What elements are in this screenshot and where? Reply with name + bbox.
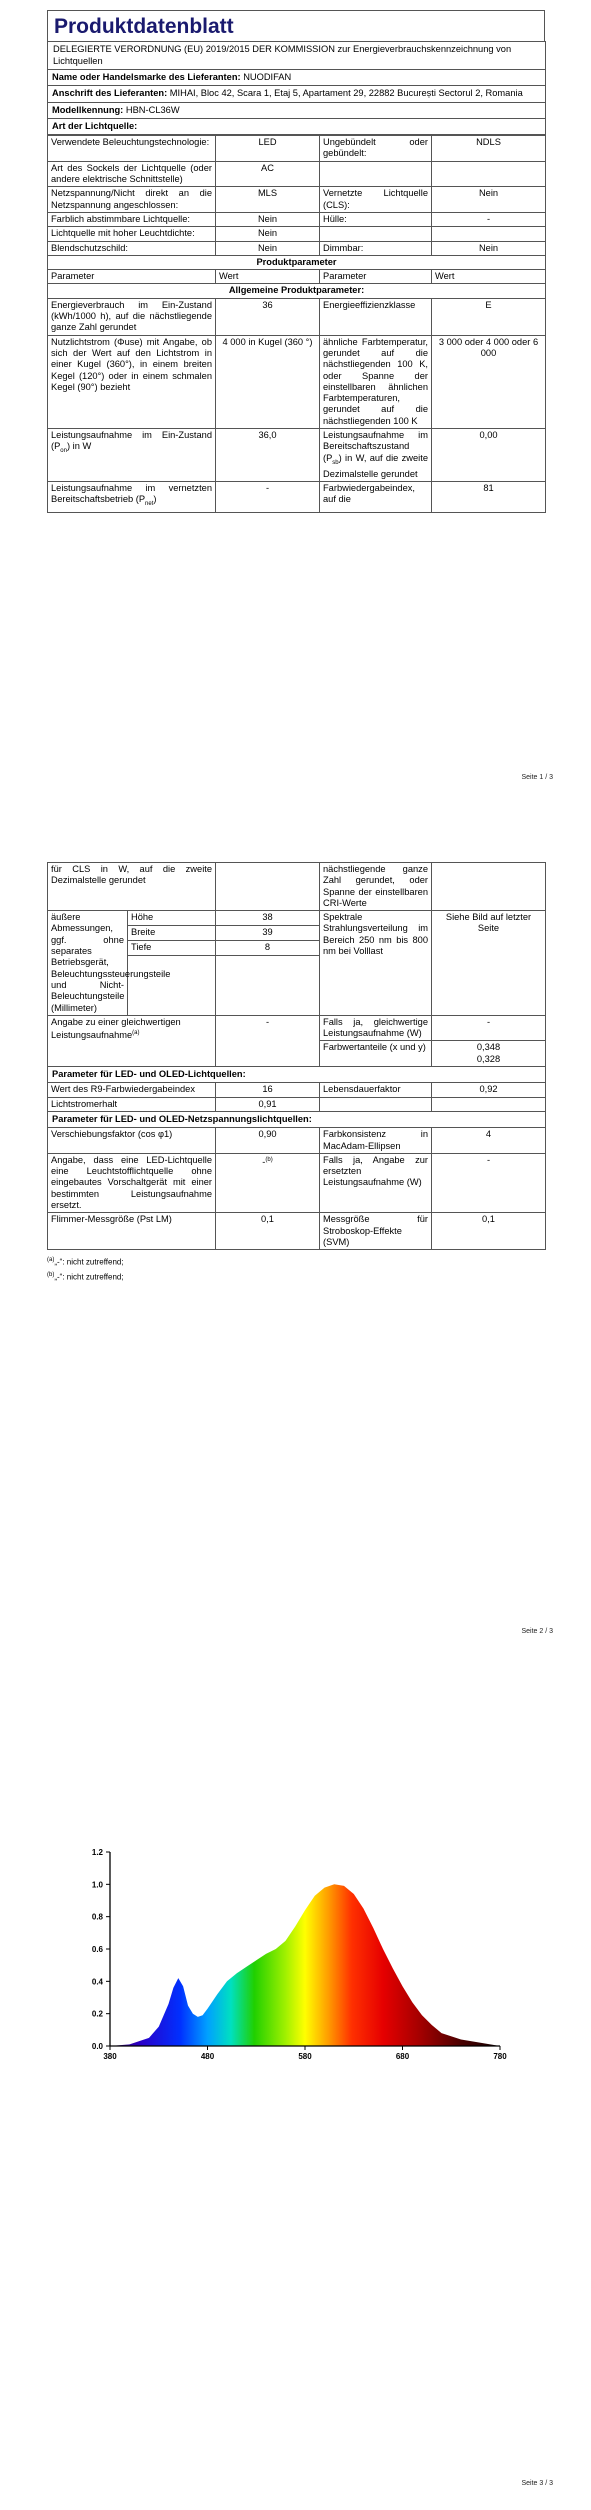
footnotes — [47, 1254, 545, 1283]
retrofit-claim-value: -$^{(b)}$ — [216, 1153, 320, 1212]
flicker-value: 0,1 — [216, 1213, 320, 1250]
page-title: Produktdatenblatt — [47, 10, 545, 41]
envelope-label: Hülle: — [320, 212, 432, 226]
equivalent-power-claim-label: Angabe zu einer gleichwertigen Leistungsaufnahme$^{(a)}$ — [48, 1015, 216, 1066]
r9-label: Wert des R9-Farbwiedergabeindex — [48, 1083, 216, 1097]
column-header-parameter-2: Parameter — [320, 270, 432, 284]
networked-standby-label-continued: für CLS in W, auf die zweite Dezimalstelle gerundet — [48, 863, 216, 911]
networked-standby-value: - — [216, 482, 320, 512]
energy-class-label: Energieeffizienzklasse — [320, 298, 432, 335]
equivalent-power-value: - — [432, 1015, 546, 1041]
model-row — [48, 102, 546, 118]
datasheet-part-2 — [47, 862, 545, 1284]
light-source-table — [47, 135, 546, 512]
unbundled-label: Ungebündelt oder gebündelt: — [320, 136, 432, 162]
cct-label: ähnliche Farbtemperatur, gerundet auf die nächstliegenden 100 K, oder Spanne der einstellbaren ähnlichen Farbtemperaturen, gerundet auf die nächstliegenden 100 K — [320, 335, 432, 428]
stroboscopic-value: 0,1 — [432, 1213, 546, 1250]
supplier-name: NUODIFAN — [243, 72, 292, 82]
cri-value: 81 — [432, 482, 546, 512]
connected-label: Vernetzte Lichtquelle (CLS): — [320, 187, 432, 213]
dimmable-label: Dimmbar: — [320, 241, 432, 255]
glare-value: Nein — [216, 241, 320, 255]
y-tick-label: 1.2 — [91, 1848, 103, 1857]
energy-value: 36 — [216, 298, 320, 335]
x-tick-label: 380 — [103, 2052, 117, 2061]
tech-value: LED — [216, 136, 320, 162]
flicker-label: Flimmer-Messgröße (Pst LM) — [48, 1213, 216, 1250]
flux-label: Nutzlichtstrom (Φuse) mit Angabe, ob sich der Wert auf den Lichtstrom in einer Kugel (360°), in einem breiten Kegel (120°) oder in einem schmalen Kegel (90°) bezieht — [48, 335, 216, 428]
y-tick-label: 0.8 — [91, 1912, 103, 1922]
chromaticity-value — [432, 1041, 546, 1067]
column-header-parameter: Parameter — [48, 270, 216, 284]
macadam-value: 4 — [432, 1128, 546, 1154]
power-on-value: 36,0 — [216, 429, 320, 482]
networked-standby-label: Leistungsaufnahme im vernetzten Bereitschaftsbetrieb $(P_{net})$ — [48, 482, 216, 512]
chromaticity-x: 0,348 — [476, 1042, 501, 1053]
footnote-a: $^{(a)}$„-“: nicht zutreffend; — [47, 1257, 124, 1267]
spectral-distribution-label: Spektrale Strahlungsverteilung im Bereich 250 nm bis 800 nm bei Volllast — [320, 911, 432, 1016]
model-label: Modellkennung: — [52, 104, 124, 115]
header-table — [47, 41, 546, 135]
led-parameters-heading: Parameter für LED- und OLED-Lichtquellen: — [48, 1067, 546, 1083]
supplier-name-row — [48, 70, 546, 86]
survival-factor-label: Lebensdauerfaktor — [320, 1083, 432, 1097]
product-parameters-heading: Produktparameter — [48, 255, 546, 269]
column-header-value-2: Wert — [432, 270, 546, 284]
spectrum-area — [110, 1884, 500, 2046]
depth-value: 8 — [216, 940, 320, 955]
standby-power-value: 0,00 — [432, 429, 546, 482]
supplier-address-row — [48, 86, 546, 102]
x-tick-label: 680 — [395, 2052, 410, 2061]
light-type-label: Art der Lichtquelle: — [48, 118, 546, 134]
page-number-3: Seite 3 / 3 — [521, 2480, 553, 2487]
supplier-name-label: Name oder Handelsmarke des Lieferanten: — [52, 72, 241, 82]
displacement-factor-value: 0,90 — [216, 1128, 320, 1154]
chromaticity-label: Farbwertanteile (x und y) — [320, 1041, 432, 1067]
footnote-b: $^{(b)}$„-“: nicht zutreffend; — [47, 1271, 124, 1282]
supplier-address: MIHAI, Bloc 42, Scara 1, Etaj 5, Apartament 29, 22882 București Sectorul 2, Romania — [169, 88, 523, 99]
r9-value: 16 — [216, 1083, 320, 1097]
lumen-maintenance-value: 0,91 — [216, 1097, 320, 1111]
page-2 — [0, 836, 591, 1656]
y-tick-label: 0.0 — [91, 2042, 103, 2051]
y-tick-label: 0.4 — [91, 1977, 103, 1987]
tunable-value: Nein — [216, 212, 320, 226]
spectrum-svg — [70, 1840, 520, 2070]
mains-label: Netzspannung/Nicht direkt an die Netzspannung angeschlossen: — [48, 187, 216, 213]
regulation-text: DELEGIERTE VERORDNUNG (EU) 2019/2015 DER KOMMISSION zur Energieverbrauchskennzeichnung von Lichtquellen — [48, 42, 546, 70]
macadam-label: Farbkonsistenz in MacAdam-Ellipsen — [320, 1128, 432, 1154]
page-1 — [0, 0, 591, 800]
mains-value: MLS — [216, 187, 320, 213]
page-number-1: Seite 1 / 3 — [521, 774, 553, 781]
width-label: Breite — [128, 926, 216, 941]
spectral-distribution-chart — [70, 1840, 520, 2070]
x-tick-label: 480 — [200, 2052, 215, 2061]
equivalent-power-claim-value: - — [216, 1015, 320, 1066]
energy-class-value: E — [432, 298, 546, 335]
envelope-value: - — [432, 212, 546, 226]
spectral-distribution-value: Siehe Bild auf letzter Seite — [432, 911, 546, 1016]
y-tick-label: 0.6 — [91, 1945, 103, 1954]
socket-label: Art des Sockels der Lichtquelle (oder andere elektrische Schnittstelle) — [48, 161, 216, 187]
depth-label: Tiefe — [128, 940, 216, 955]
y-tick-label: 0.2 — [91, 2009, 103, 2019]
socket-value: AC — [216, 161, 320, 187]
tech-label: Verwendete Beleuchtungstechnologie: — [48, 136, 216, 162]
height-value: 38 — [216, 911, 320, 926]
standby-power-label: Leistungsaufnahme im Bereitschaftszustand $(P_{sb})$ in W, auf die zweite Dezimalstelle gerundet — [320, 429, 432, 482]
stroboscopic-label: Messgröße für Stroboskop-Effekte (SVM) — [320, 1213, 432, 1250]
glare-label: Blendschutzschild: — [48, 241, 216, 255]
high-luminance-value: Nein — [216, 227, 320, 241]
flux-value: 4 000 in Kugel (360 °) — [216, 335, 320, 428]
cri-label: Farbwiedergabeindex, auf die — [320, 482, 432, 512]
lumen-maintenance-label: Lichtstromerhalt — [48, 1097, 216, 1111]
retrofit-claim-label: Angabe, dass eine LED-Lichtquelle eine Leuchtstofflichtquelle ohne eingebautes Vorschaltgerät mit einer bestimmten Leistungsaufnahme ersetzt. — [48, 1153, 216, 1212]
mains-led-parameters-heading: Parameter für LED- und OLED-Netzspannungslichtquellen: — [48, 1111, 546, 1127]
width-value: 39 — [216, 926, 320, 941]
datasheet-part-1 — [47, 10, 545, 513]
chromaticity-y: 0,328 — [476, 1053, 501, 1064]
connected-value: Nein — [432, 187, 546, 213]
x-tick-label: 780 — [493, 2052, 507, 2061]
replaced-power-value: - — [432, 1153, 546, 1212]
parameters-table-continued — [47, 862, 546, 1250]
model-id: HBN-CL36W — [125, 104, 180, 115]
cri-label-continued: nächstliegende ganze Zahl gerundet, oder Spanne der einstellbaren CRI-Werte — [320, 863, 432, 911]
general-parameters-heading: Allgemeine Produktparameter: — [48, 284, 546, 298]
displacement-factor-label: Verschiebungsfaktor (cos φ1) — [48, 1128, 216, 1154]
column-header-value: Wert — [216, 270, 320, 284]
x-tick-label: 580 — [298, 2052, 312, 2061]
survival-factor-value: 0,92 — [432, 1083, 546, 1097]
page-3 — [0, 1672, 591, 2510]
replaced-power-label: Falls ja, Angabe zur ersetzten Leistungsaufnahme (W) — [320, 1153, 432, 1212]
tunable-label: Farblich abstimmbare Lichtquelle: — [48, 212, 216, 226]
supplier-address-label: Anschrift des Lieferanten: — [52, 88, 168, 99]
y-tick-label: 1.0 — [91, 1880, 103, 1890]
cct-value: 3 000 oder 4 000 oder 6 000 — [432, 335, 546, 428]
power-on-label: Leistungsaufnahme im Ein-Zustand $(P_{on})$ in W — [48, 429, 216, 482]
dimensions-label: äußere Abmessungen, ggf. ohne separates Betriebsgerät, Beleuchtungssteuerungsteile und Nicht-Beleuchtungsteile (Millimeter) — [48, 911, 128, 1016]
unbundled-value: NDLS — [432, 136, 546, 162]
equivalent-power-label: Falls ja, gleichwertige Leistungsaufnahme (W) — [320, 1015, 432, 1041]
page-number-2: Seite 2 / 3 — [521, 1628, 553, 1635]
energy-label: Energieverbrauch im Ein-Zustand (kWh/1000 h), auf die nächstliegende ganze Zahl gerundet — [48, 298, 216, 335]
height-label: Höhe — [128, 911, 216, 926]
dimmable-value: Nein — [432, 241, 546, 255]
high-luminance-label: Lichtquelle mit hoher Leuchtdichte: — [48, 227, 216, 241]
